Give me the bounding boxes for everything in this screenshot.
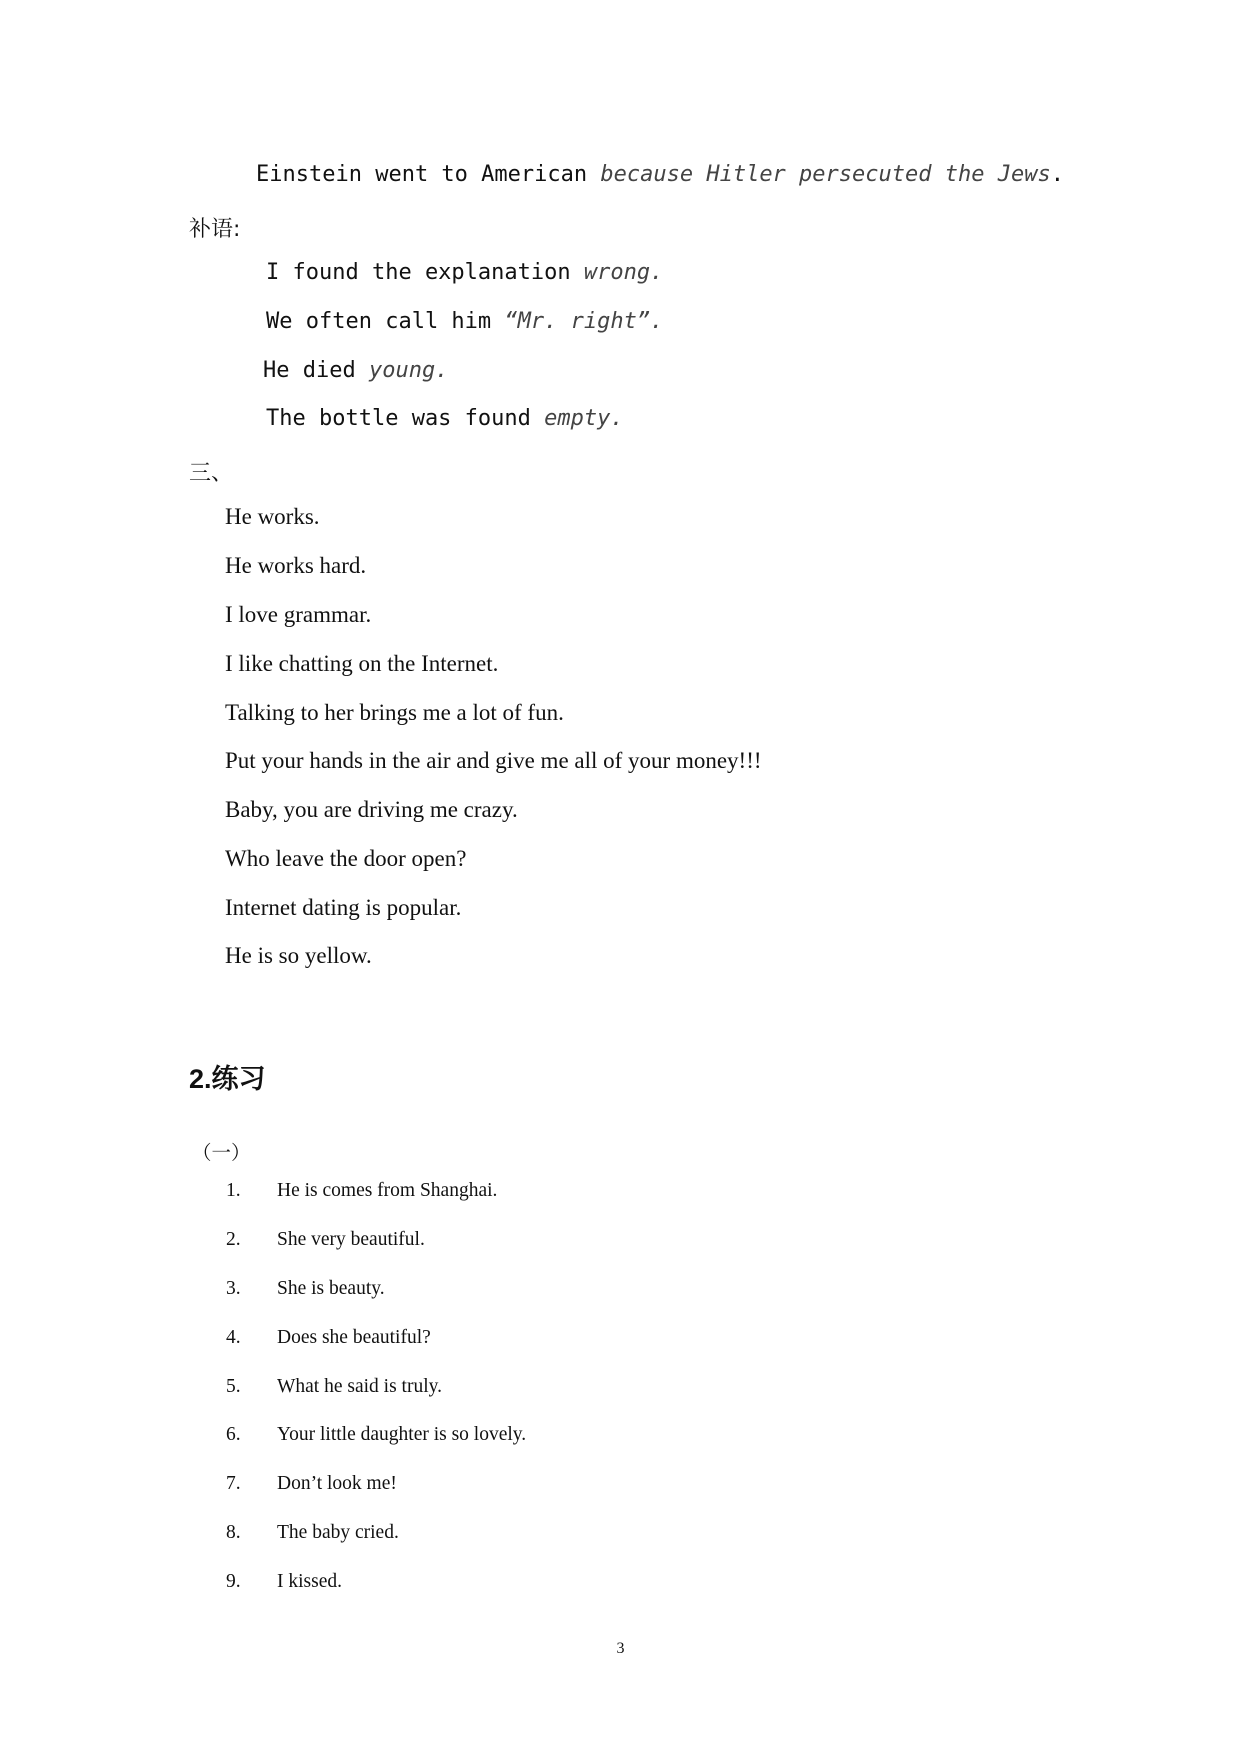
item-text: Does she beautiful? [277,1327,431,1348]
sentence: Who leave the door open? [225,846,467,871]
sentence: I love grammar. [225,602,372,627]
item-text: The baby cried. [277,1522,399,1543]
exercise-heading: 2.练习 [189,1064,266,1094]
example-end: . [1050,162,1064,187]
complement-example: He died young. [263,358,449,383]
item-number: 5. [226,1376,241,1397]
item-text: She very beautiful. [277,1229,425,1250]
item-number: 2. [226,1229,241,1250]
example-plain: Einstein went to American [256,162,601,187]
exercise-sub-label: （一） [192,1143,251,1164]
complement-example: We often call him “Mr. right”. [266,309,664,334]
example-sentence-reason [256,162,1064,187]
sentence: He is so yellow. [225,943,372,968]
sentence: Internet dating is popular. [225,895,462,920]
complement-label: 补语: [189,217,241,242]
item-number: 7. [226,1473,241,1494]
item-text: He is comes from Shanghai. [277,1180,498,1201]
complement-example: I found the explanation wrong. [266,260,664,285]
example-italic: because Hitler persecuted the Jews [600,162,1051,187]
sentence: He works. [225,504,320,529]
item-number: 8. [226,1522,241,1543]
item-text: Your little daughter is so lovely. [277,1424,527,1445]
item-number: 1. [226,1180,241,1201]
item-text: I kissed. [277,1571,342,1592]
item-number: 4. [226,1327,241,1348]
item-text: She is beauty. [277,1278,385,1299]
item-number: 9. [226,1571,241,1592]
sentence: Baby, you are driving me crazy. [225,797,518,822]
item-text: Don’t look me! [277,1473,397,1494]
complement-example: The bottle was found empty. [266,406,624,431]
sentence: He works hard. [225,553,367,578]
item-number: 6. [226,1424,241,1445]
sentence: Put your hands in the air and give me all of your money!!! [225,748,762,773]
page-number: 3 [616,1640,625,1657]
sentence: Talking to her brings me a lot of fun. [225,700,564,725]
sentence: I like chatting on the Internet. [225,651,499,676]
item-number: 3. [226,1278,241,1299]
item-text: What he said is truly. [277,1376,442,1397]
section-three-label: 三、 [189,461,234,486]
